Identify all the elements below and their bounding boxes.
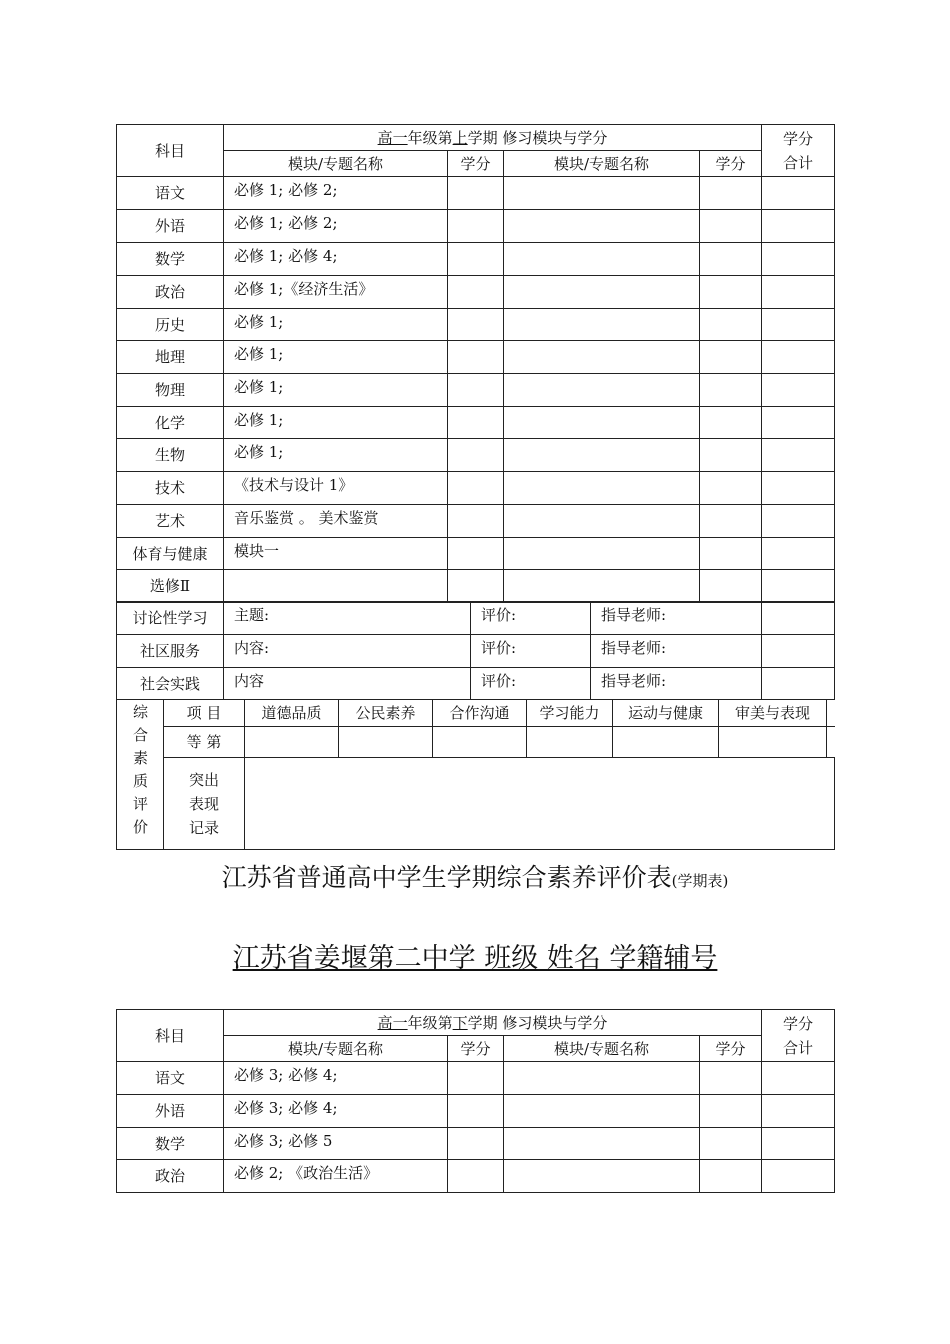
term-value: 下 — [452, 1013, 468, 1032]
module-cell[interactable]: 《技术与设计 1》 — [224, 472, 448, 505]
credit-cell[interactable] — [448, 341, 504, 374]
subject-cell: 艺术 — [117, 505, 224, 538]
school-line-text: 江苏省姜堰第二中学 班级 姓名 学籍辅号 — [232, 943, 718, 974]
table-row — [117, 210, 835, 243]
table-row — [117, 243, 835, 276]
term-header — [224, 125, 762, 151]
activity-name: 讨论性学习 — [117, 602, 224, 635]
grade-value: 高一 — [377, 128, 408, 147]
quality-item: 合作沟通 — [433, 700, 527, 727]
grade-suffix: 年级第 — [407, 128, 453, 147]
grade-cell[interactable] — [527, 727, 613, 758]
subject-cell: 语文 — [117, 177, 224, 210]
credit-cell[interactable] — [448, 538, 504, 570]
credit-total-cell[interactable] — [762, 1160, 835, 1193]
credit-total-line2: 合计 — [783, 153, 814, 172]
table-row — [117, 439, 835, 472]
module-cell[interactable]: 必修 1; — [224, 374, 448, 407]
subject-cell: 数学 — [117, 243, 224, 276]
column-module-name-2: 模块/专题名称 — [504, 151, 700, 177]
term1-credit-table — [116, 124, 835, 603]
subject-cell: 政治 — [117, 1160, 224, 1193]
column-module-name-2: 模块/专题名称 — [504, 1036, 700, 1062]
record-label-line3: 记录 — [188, 818, 219, 837]
credit-cell[interactable] — [448, 210, 504, 243]
table-row — [117, 341, 835, 374]
column-module-name: 模块/专题名称 — [224, 1036, 448, 1062]
table-row — [117, 309, 835, 341]
credit-cell-2[interactable] — [700, 1160, 762, 1193]
subject-cell: 外语 — [117, 210, 224, 243]
table-row — [117, 177, 835, 210]
credit-cell[interactable] — [448, 570, 504, 603]
module-cell[interactable]: 必修 1; 必修 2; — [224, 177, 448, 210]
activity-teacher[interactable]: 指导老师: — [591, 668, 762, 700]
subject-cell: 语文 — [117, 1062, 224, 1095]
credit-total-cell[interactable] — [762, 1095, 835, 1128]
term-suffix: 学期 修习模块与学分 — [467, 128, 608, 147]
module-cell[interactable]: 必修 1;《经济生活》 — [224, 276, 448, 309]
module-cell-2[interactable] — [504, 505, 700, 538]
credit-cell-2[interactable] — [700, 276, 762, 309]
credit-total-cell[interactable] — [762, 276, 835, 309]
quality-item: 道德品质 — [245, 700, 339, 727]
table-row — [117, 472, 835, 505]
credit-cell-2[interactable] — [700, 1062, 762, 1095]
module-cell-2[interactable] — [504, 538, 700, 570]
module-cell-2[interactable] — [504, 309, 700, 341]
activity-credit[interactable] — [762, 602, 835, 635]
activity-teacher[interactable]: 指导老师: — [591, 635, 762, 668]
term2-credit-table — [116, 1009, 835, 1193]
credit-total-line2: 合计 — [783, 1038, 814, 1057]
credit-cell-2[interactable] — [700, 374, 762, 407]
grade-value: 高一 — [377, 1013, 408, 1032]
quality-item: 运动与健康 — [613, 700, 719, 727]
module-cell-2[interactable] — [504, 1128, 700, 1160]
grade-cell[interactable] — [613, 727, 719, 758]
subject-cell: 生物 — [117, 439, 224, 472]
activity-content[interactable]: 主题: — [224, 602, 471, 635]
module-cell-2[interactable] — [504, 472, 700, 505]
table-row — [117, 538, 835, 570]
activity-teacher[interactable]: 指导老师: — [591, 602, 762, 635]
grade-suffix: 年级第 — [407, 1013, 453, 1032]
credit-cell[interactable] — [448, 1062, 504, 1095]
credit-cell[interactable] — [448, 1128, 504, 1160]
subject-header: 科目 — [117, 1010, 224, 1062]
module-cell[interactable]: 必修 1; — [224, 439, 448, 472]
table-row — [117, 570, 835, 603]
activity-content[interactable]: 内容 — [224, 668, 471, 700]
credit-cell-2[interactable] — [700, 407, 762, 439]
subject-cell: 地理 — [117, 341, 224, 374]
module-cell[interactable]: 必修 2; 《政治生活》 — [224, 1160, 448, 1193]
credit-total-cell[interactable] — [762, 439, 835, 472]
credit-cell-2[interactable] — [700, 341, 762, 374]
module-cell-2[interactable] — [504, 407, 700, 439]
module-cell[interactable]: 音乐鉴赏 。 美术鉴赏 — [224, 505, 448, 538]
module-cell[interactable]: 必修 3; 必修 5 — [224, 1128, 448, 1160]
credit-cell[interactable] — [448, 177, 504, 210]
credit-total-cell[interactable] — [762, 1128, 835, 1160]
subject-cell: 历史 — [117, 309, 224, 341]
grade-cell[interactable] — [719, 727, 827, 758]
activity-content[interactable]: 内容: — [224, 635, 471, 668]
activity-eval[interactable]: 评价: — [471, 602, 591, 635]
activity-eval[interactable]: 评价: — [471, 635, 591, 668]
module-cell[interactable]: 模块一 — [224, 538, 448, 570]
credit-cell-2[interactable] — [700, 243, 762, 276]
table-row — [117, 276, 835, 309]
subject-cell: 物理 — [117, 374, 224, 407]
term-value: 上 — [452, 128, 468, 147]
subject-cell: 化学 — [117, 407, 224, 439]
module-cell-2[interactable] — [504, 374, 700, 407]
credit-cell[interactable] — [448, 309, 504, 341]
credit-cell[interactable] — [448, 276, 504, 309]
credit-cell-2[interactable] — [700, 439, 762, 472]
credit-total-cell[interactable] — [762, 243, 835, 276]
credit-total-header — [762, 125, 835, 177]
credit-total-cell[interactable] — [762, 472, 835, 505]
credit-cell-2[interactable] — [700, 1095, 762, 1128]
credit-cell-2[interactable] — [700, 570, 762, 603]
module-cell-2[interactable] — [504, 570, 700, 603]
module-cell-2[interactable] — [504, 1095, 700, 1128]
credit-cell-2[interactable] — [700, 177, 762, 210]
record-label — [164, 758, 245, 850]
term-header — [224, 1010, 762, 1036]
column-credit: 学分 — [448, 1036, 504, 1062]
form-title-note: (学期表) — [671, 872, 729, 890]
record-area[interactable] — [245, 758, 835, 850]
grade-cell[interactable] — [339, 727, 433, 758]
credit-total-cell[interactable] — [762, 177, 835, 210]
quality-item: 公民素养 — [339, 700, 433, 727]
credit-cell-2[interactable] — [700, 309, 762, 341]
activity-table — [116, 601, 835, 700]
activity-row — [117, 668, 835, 700]
module-cell-2[interactable] — [504, 1062, 700, 1095]
module-cell[interactable]: 必修 1; — [224, 407, 448, 439]
subject-cell: 外语 — [117, 1095, 224, 1128]
column-credit-2: 学分 — [700, 151, 762, 177]
module-cell-2[interactable] — [504, 341, 700, 374]
credit-total-cell[interactable] — [762, 309, 835, 341]
table-row — [117, 1062, 835, 1095]
subject-cell: 技术 — [117, 472, 224, 505]
credit-cell[interactable] — [448, 1095, 504, 1128]
subject-header: 科目 — [117, 125, 224, 177]
module-cell[interactable]: 必修 1; — [224, 309, 448, 341]
module-cell-2[interactable] — [504, 439, 700, 472]
credit-cell[interactable] — [448, 439, 504, 472]
credit-cell[interactable] — [448, 407, 504, 439]
credit-total-line1: 学分 — [783, 129, 814, 148]
credit-total-cell[interactable] — [762, 407, 835, 439]
activity-credit[interactable] — [762, 668, 835, 700]
column-credit-2: 学分 — [700, 1036, 762, 1062]
form-title-main: 江苏省普通高中学生学期综合素养评价表 — [221, 863, 672, 892]
quality-item: 学习能力 — [527, 700, 613, 727]
activity-credit[interactable] — [762, 635, 835, 668]
quality-side-text: 综合素质评价 — [131, 703, 149, 842]
grade-cell[interactable] — [433, 727, 527, 758]
credit-cell[interactable] — [448, 243, 504, 276]
credit-cell-2[interactable] — [700, 538, 762, 570]
credit-cell-2[interactable] — [700, 505, 762, 538]
credit-total-header — [762, 1010, 835, 1062]
activity-eval[interactable]: 评价: — [471, 668, 591, 700]
subject-cell: 体育与健康 — [117, 538, 224, 570]
credit-cell-2[interactable] — [700, 210, 762, 243]
record-label-line2: 表现 — [188, 794, 219, 813]
credit-cell[interactable] — [448, 1160, 504, 1193]
module-cell[interactable]: 必修 1; 必修 2; — [224, 210, 448, 243]
table-row — [117, 407, 835, 439]
module-cell[interactable]: 必修 3; 必修 4; — [224, 1095, 448, 1128]
credit-total-cell[interactable] — [762, 570, 835, 603]
grade-label: 等 第 — [164, 727, 245, 758]
subject-cell: 数学 — [117, 1128, 224, 1160]
credit-total-cell[interactable] — [762, 505, 835, 538]
module-cell[interactable]: 必修 1; 必修 4; — [224, 243, 448, 276]
activity-name: 社区服务 — [117, 635, 224, 668]
quality-side-label — [117, 700, 164, 850]
subject-cell: 政治 — [117, 276, 224, 309]
quality-evaluation-table — [116, 699, 835, 850]
module-cell-2[interactable] — [504, 1160, 700, 1193]
table-row — [117, 374, 835, 407]
record-label-line1: 突出 — [188, 770, 219, 789]
credit-total-cell[interactable] — [762, 341, 835, 374]
credit-total-cell[interactable] — [762, 538, 835, 570]
module-cell[interactable] — [224, 570, 448, 603]
table-row — [117, 1128, 835, 1160]
credit-cell[interactable] — [448, 472, 504, 505]
school-line — [0, 936, 950, 975]
module-cell[interactable]: 必修 1; — [224, 341, 448, 374]
module-cell[interactable]: 必修 3; 必修 4; — [224, 1062, 448, 1095]
module-cell-2[interactable] — [504, 243, 700, 276]
credit-cell[interactable] — [448, 374, 504, 407]
credit-total-cell[interactable] — [762, 210, 835, 243]
subject-cell: 选修Ⅱ — [117, 570, 224, 603]
module-cell-2[interactable] — [504, 210, 700, 243]
table-row — [117, 1160, 835, 1193]
credit-total-cell[interactable] — [762, 374, 835, 407]
credit-cell[interactable] — [448, 505, 504, 538]
credit-cell-2[interactable] — [700, 1128, 762, 1160]
form-title — [0, 858, 950, 894]
spacer-cell — [827, 727, 835, 758]
term-suffix: 学期 修习模块与学分 — [467, 1013, 608, 1032]
activity-row — [117, 602, 835, 635]
quality-item: 审美与表现 — [719, 700, 827, 727]
table-row — [117, 1095, 835, 1128]
credit-total-cell[interactable] — [762, 1062, 835, 1095]
credit-cell-2[interactable] — [700, 472, 762, 505]
item-label: 项 目 — [164, 700, 245, 727]
table-row — [117, 505, 835, 538]
activity-row — [117, 635, 835, 668]
column-credit: 学分 — [448, 151, 504, 177]
spacer-cell — [827, 700, 835, 727]
grade-cell[interactable] — [245, 727, 339, 758]
credit-total-line1: 学分 — [783, 1014, 814, 1033]
column-module-name: 模块/专题名称 — [224, 151, 448, 177]
module-cell-2[interactable] — [504, 276, 700, 309]
activity-name: 社会实践 — [117, 668, 224, 700]
module-cell-2[interactable] — [504, 177, 700, 210]
